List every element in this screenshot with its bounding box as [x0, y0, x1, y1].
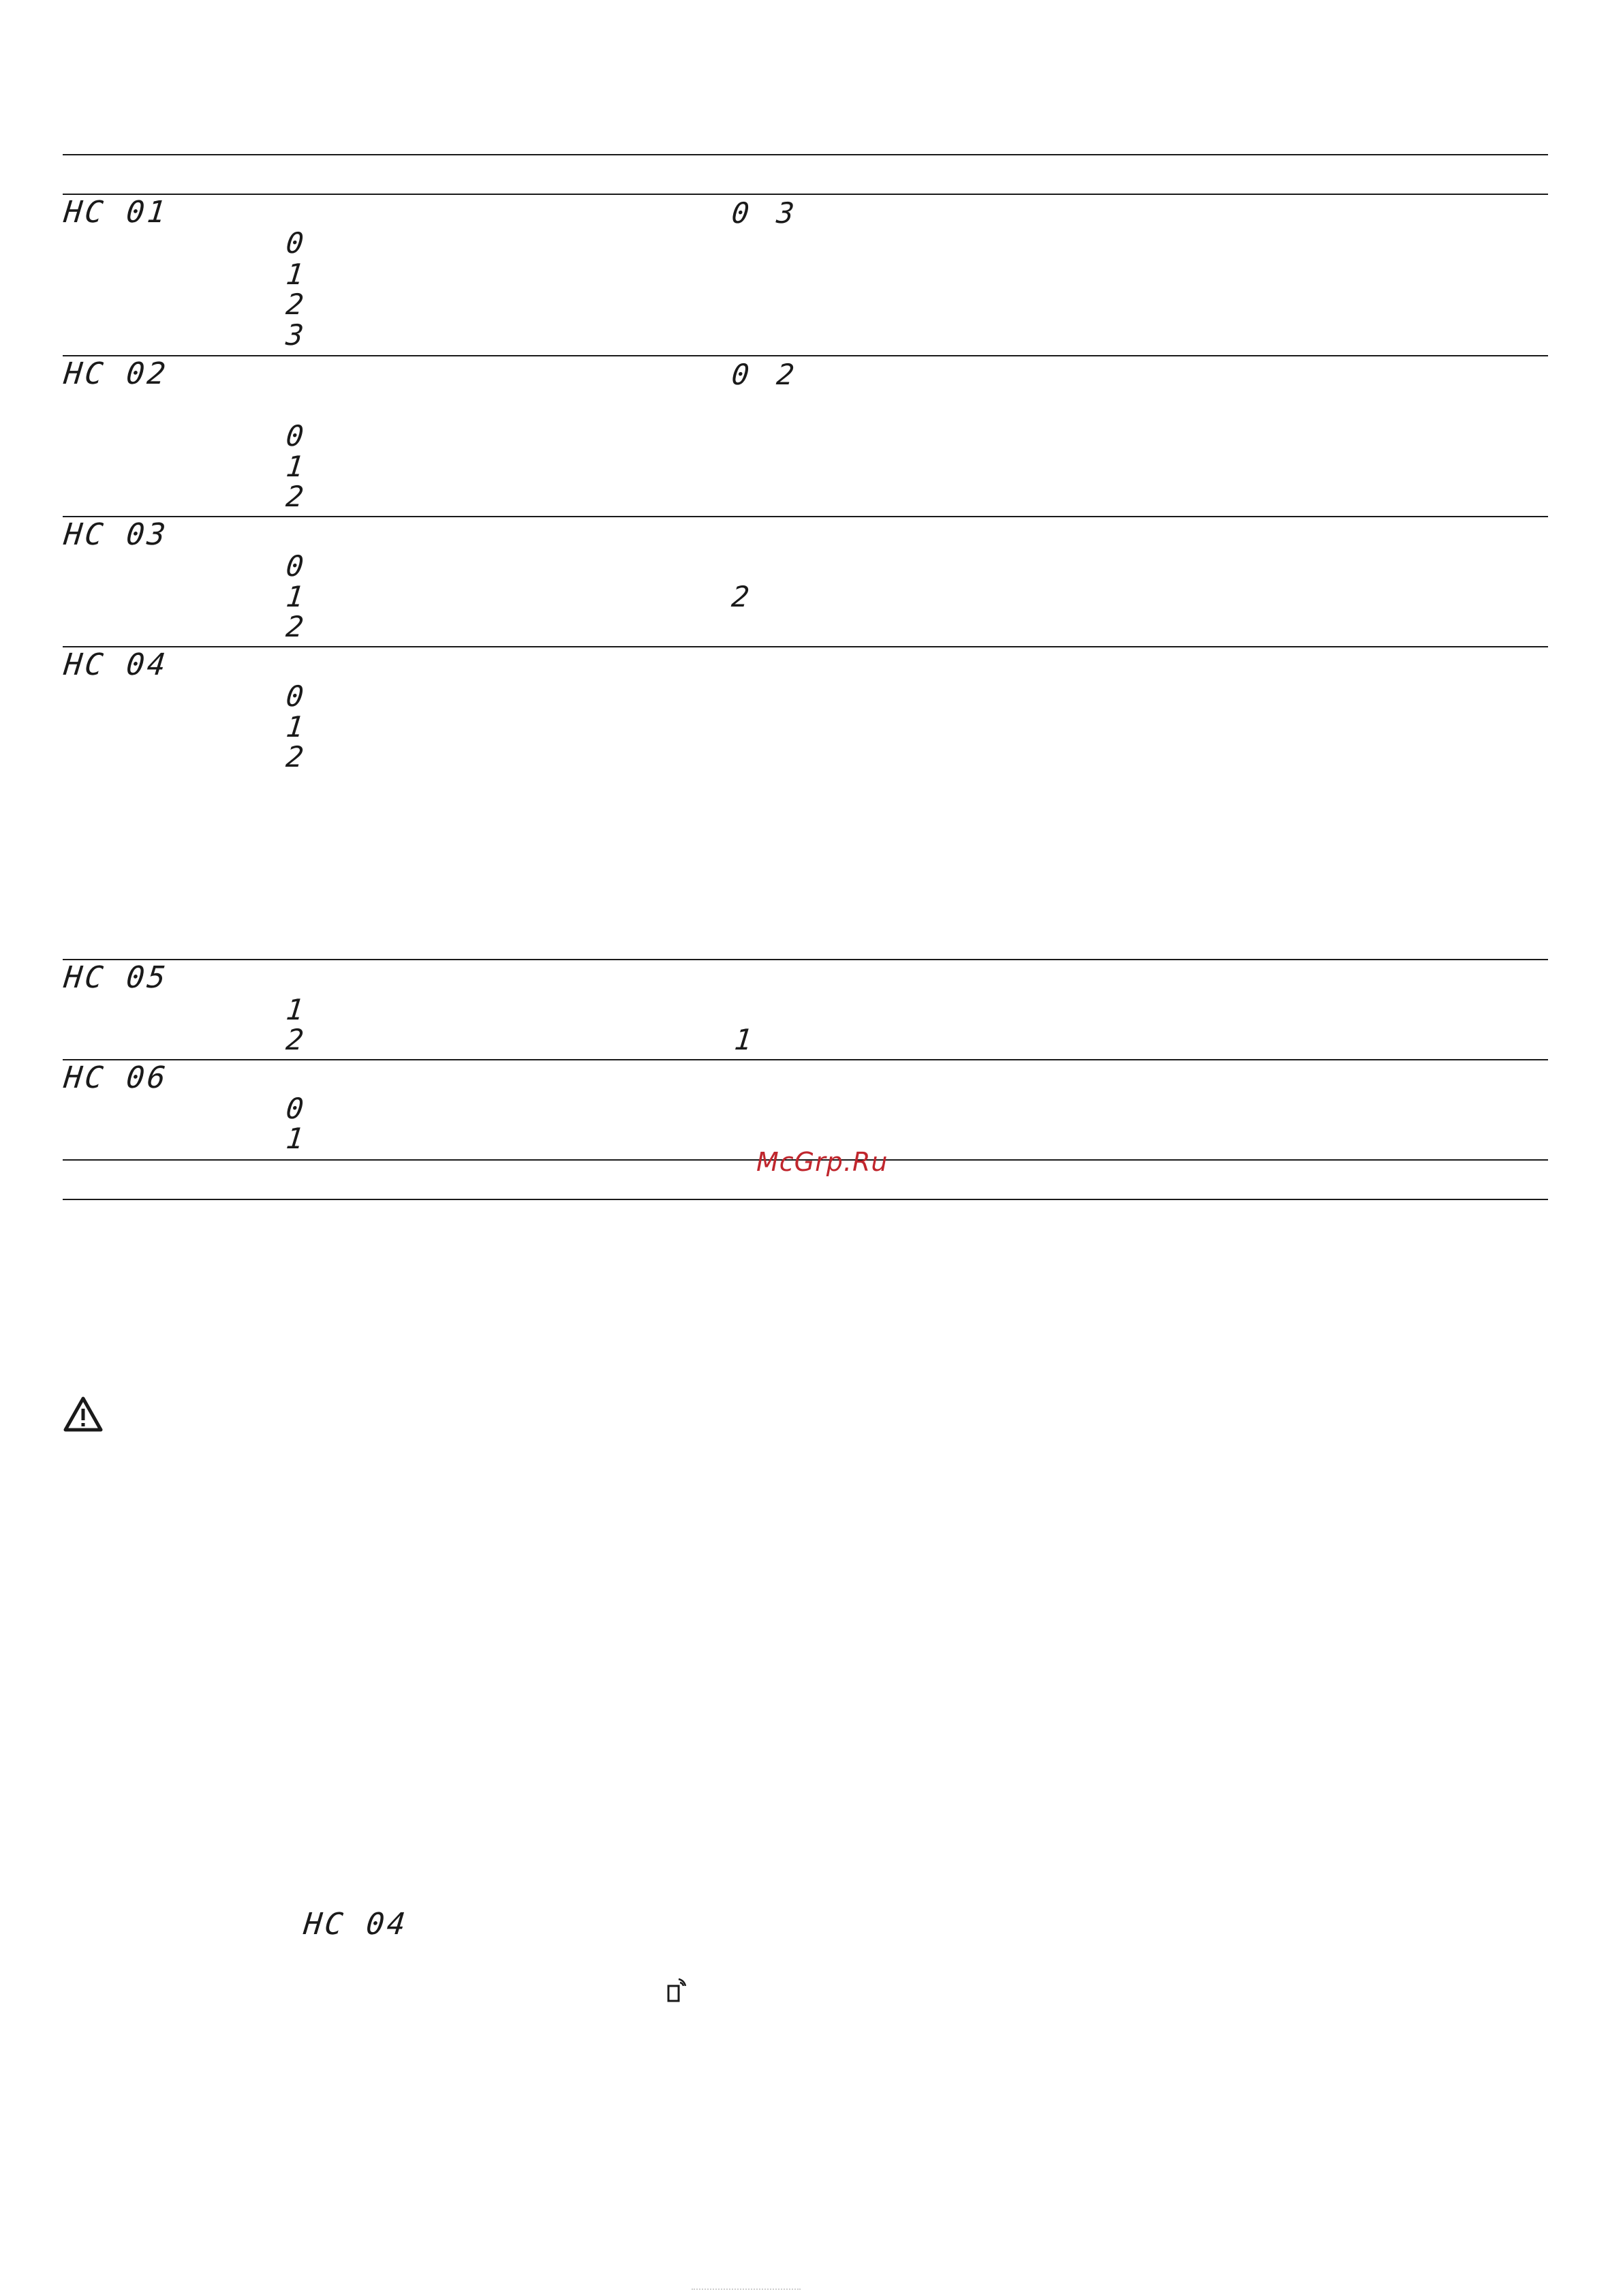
default-value: 1 [732, 1023, 755, 1056]
range-to: 2 [775, 358, 797, 391]
setting-code: HC 03 [62, 517, 170, 552]
option-value: 1 [284, 1122, 307, 1155]
watermark: McGrp.Ru [756, 1147, 888, 1177]
row-divider [63, 1059, 1548, 1060]
option-value: 1 [284, 450, 307, 483]
option-value: 1 [284, 993, 307, 1026]
setting-code: HC 02 [62, 356, 170, 391]
option-value: 0 [284, 1092, 307, 1125]
option-value: 0 [284, 226, 307, 260]
option-value: 2 [284, 480, 307, 513]
option-value: 1 [284, 258, 307, 291]
option-value: 0 [284, 419, 307, 453]
table-header-rule [63, 194, 1548, 195]
range-to: 3 [775, 196, 797, 230]
row-divider [63, 355, 1548, 356]
table-footer-rule [63, 1199, 1548, 1200]
setting-code: HC 01 [62, 195, 170, 230]
default-value: 2 [730, 580, 752, 613]
option-value: 2 [284, 1023, 307, 1056]
setting-code: HC 05 [62, 960, 170, 995]
setting-code: HC 06 [62, 1060, 170, 1095]
setting-code: HC 04 [62, 647, 170, 682]
inline-setting-code: HC 04 [302, 1907, 410, 1942]
option-value: 2 [284, 740, 307, 774]
row-divider [63, 959, 1548, 960]
option-value: 1 [284, 710, 307, 744]
range-from: 0 [730, 358, 752, 391]
range-from: 0 [730, 196, 752, 230]
row-divider [63, 646, 1548, 647]
option-value: 2 [284, 288, 307, 321]
option-value: 0 [284, 679, 307, 713]
option-value: 0 [284, 549, 307, 583]
option-value: 1 [284, 580, 307, 613]
table-top-rule [63, 154, 1548, 155]
option-value: 3 [284, 318, 307, 352]
option-value: 2 [284, 610, 307, 643]
remote-signal-icon [666, 1976, 690, 2004]
row-divider [63, 516, 1548, 517]
warning-icon [63, 1396, 104, 1433]
page-edge-mark [692, 2289, 801, 2293]
